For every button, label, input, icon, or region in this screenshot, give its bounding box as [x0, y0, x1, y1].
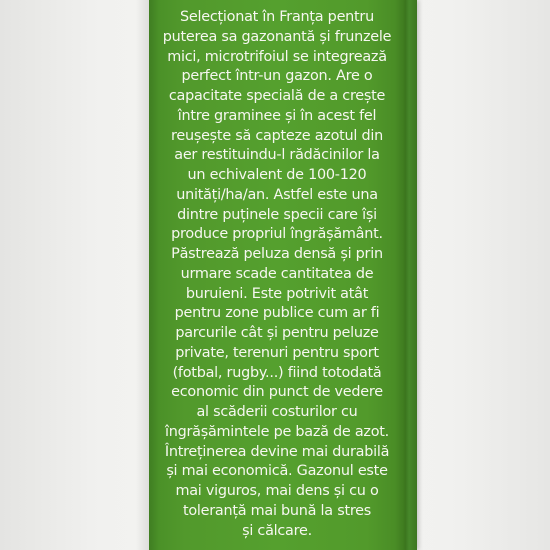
description-line: Selecționat în Franța pentru [180, 9, 374, 25]
description-line: urmare scade cantitatea de [180, 265, 374, 282]
description-line: și călcare. [242, 522, 312, 539]
description-line: mici, microtrifoiul se integrează [167, 48, 387, 65]
description-line: economic din punct de vedere [171, 384, 383, 401]
description-line: puterea sa gazonantă și frunzele [162, 28, 392, 45]
description-line: al scăderii costurilor cu [196, 404, 358, 420]
description-line: (fotbal, rugby...) fiind totodată [172, 364, 382, 381]
description-line: Întreținerea devine mai durabilă [164, 443, 390, 460]
description-line: toleranță mai bună la stres [182, 502, 372, 519]
description-line: perfect într-un gazon. Are o [181, 68, 373, 85]
description-line: dintre puținele specii care își [177, 206, 377, 223]
description-line: aer restituindu-l rădăcinilor la [174, 147, 380, 164]
description-line: private, terenuri pentru sport [175, 344, 379, 361]
description-line: pentru zone publice cum ar fi [174, 305, 380, 322]
product-box-edge [405, 0, 417, 550]
description-line: între graminee și în acest fel [177, 107, 377, 124]
description-line: produce propriul îngrășământ. [171, 226, 383, 243]
description-line: unități/ha/an. Astfel este una [176, 186, 378, 203]
description-line: buruieni. Este potrivit atât [185, 285, 369, 302]
description-line: Păstrează peluza densă și prin [171, 246, 383, 262]
description-line: îngrășămintele pe bază de azot. [164, 423, 390, 440]
description-line: mai viguros, mai dens și cu o [175, 483, 379, 499]
description-line: parcurile cât și pentru peluze [175, 325, 379, 341]
product-description [149, 8, 405, 541]
description-line: capacitate specială de a crește [168, 88, 386, 104]
description-line: reușește să capteze azotul din [171, 127, 383, 144]
description-line: și mai economică. Gazonul este [166, 463, 388, 480]
description-line: un echivalent de 100-120 [187, 167, 367, 183]
